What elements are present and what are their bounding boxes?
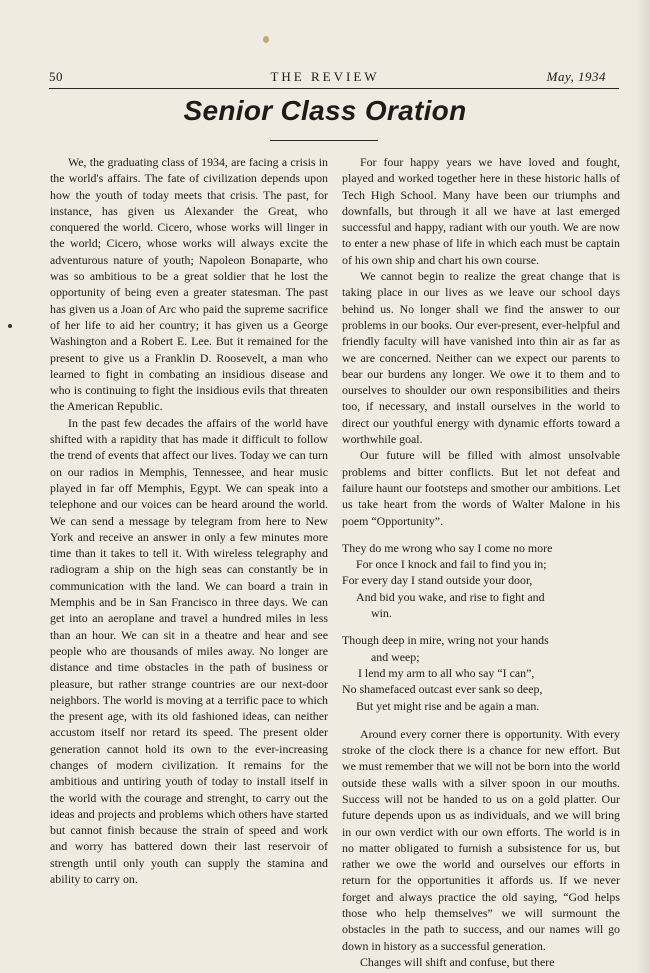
poem-line: No shamefaced outcast ever sank so deep, — [342, 682, 543, 697]
article-title: Senior Class Oration — [183, 95, 467, 126]
poem-line: They do me wrong who say I come no more — [342, 540, 553, 555]
left-column — [50, 154, 328, 887]
paper-stain — [263, 36, 269, 43]
right-column — [342, 154, 620, 970]
binding-shadow — [636, 0, 650, 973]
paragraph: Changes will shift and confuse, but there — [360, 954, 555, 969]
magazine-name: THE REVIEW — [270, 69, 380, 84]
poem-quote — [342, 540, 620, 714]
issue-date: May, 1934 — [546, 69, 606, 84]
title-rule — [270, 140, 378, 141]
paragraph: In the past few decades the affairs of the world have shifted with a rapidity that has made it difficult to follow the trend of events that affect our lives. Today we can turn on our radios in Memphis, Tennessee, and hear music played in far off Memphis, Egypt. We can speak into a telephone and our voices can be heard around the world. We can send a message by telegram from here to New York and receive an answer in only a few minutes more time than it takes to tell it. With wireless telegraphy and radiogram a ship on the high seas can constantly be in communication with the land. We can board a train in Memphis and be in San Francisco in three days. We can get into an aeroplane and travel a hundred miles in less than an hour. We can sit in a theatre and hear and see people who are thousands of miles away. No longer are distance and time obstacles in the path of business or pleasure, but rather strange countries are our next-door neighbors. The world is moving at a terrific pace to which the present age, with its old fashioned ideas, can neither accustom itself nor retard its speed. The present older generation cannot hold its own to the ever-increasing changes of modern civilization. It remains for the ambitious and untiring youth of today to install itself in the world with the courage and strenght, to carry out the ideas and projects and problems which others have started but cannot finish because the strain of speed and work and worry has battered down their last reservoir of strength until only youth can supply the stamina and ability to carry on. — [50, 415, 328, 887]
paragraph: For four happy years we have loved and fought, played and worked together here in these historic halls of Tech High School. Many have been our triumphs and downfalls, but through it all we have at last emerged successful and happy, radiant with our youth. We are now to enter a new phase of life in which each must be captain of his own ship and chart his own course. — [342, 155, 620, 267]
paragraph: We cannot begin to realize the great change that is taking place in our lives as we leave our school days behind us. No longer shall we find the answer to our problems in our books. Our ever-present, ever-helpful and friendly faculty will have vanished into thin air as far as we are concerned. Neither can we expect our parents to bear our burdens any longer. We owe it to them and to ourselves to shoulder our own responsibilities and theirs too, if necessary, and install ourselves in the world to direct our youthful energy with dynamic efforts toward a worthwhile goal. — [342, 269, 620, 447]
poem-line: For every day I stand outside your door, — [342, 573, 533, 588]
paragraph: Around every corner there is opportunity. With every stroke of the clock there is a chance for new effort. But we must remember that we will not be born into the world outside these walls with a silver spoon in our mouths. Success will not be handed to us on a gold platter. Our future depends upon us as individuals, and we will bring in our own verdict with our own efforts. The world is in no matter obligated to furnish a subsistence for us, but rather we owe the world and ourselves our efforts in return for the opportunities it affords us. If we never forget and always practice the old saying, “God helps those who help themselves” we will surmount the obstacles in the path to success, and our names will go down in history as a successful generation. — [342, 726, 620, 953]
margin-mark — [8, 324, 12, 328]
running-header — [0, 69, 650, 87]
page-number: 50 — [49, 69, 63, 84]
poem-line: I lend my arm to all who say “I can”, — [358, 665, 535, 680]
poem-stanza — [342, 632, 620, 713]
header-rule — [49, 88, 619, 89]
paragraph: Our future will be filled with almost unsolvable problems and bitter conflicts. But let not defeat and failure haunt our footsteps and smother our ambitions. Let us take heart from the words of Walter Malone in his poem “Opportunity”. — [342, 448, 620, 528]
poem-line: But yet might rise and be again a man. — [356, 698, 540, 713]
poem-line: win. — [371, 606, 392, 621]
poem-line: For once I knock and fail to find you in; — [356, 557, 547, 572]
poem-stanza — [342, 540, 620, 621]
poem-line: Though deep in mire, wring not your hands — [342, 633, 549, 648]
paragraph: We, the graduating class of 1934, are facing a crisis in the world's affairs. The fate of civilization depends upon how the youth of today meets that crisis. The past, for instance, has given us Alexander the Great, who conquered the world. Cicero, whose works will linger in the world; Cicero, whose works will always excite the adventurous nature of youth; Napoleon Bonaparte, who was so ambitious to be a great soldier that he lost the opportunity of being even a greater statesman. The past has given us a Joan of Arc who paid the supreme sacrifice of her life to aid her country; it has given us a George Washington and a Robert E. Lee. But it remained for the present to give us a Franklin D. Roosevelt, a man who learned to fight in combating an insidious disease and who is continuing to fight the insidious evils that threaten the American Republic. — [50, 155, 328, 414]
poem-line: And bid you wake, and rise to fight and — [356, 589, 545, 604]
poem-line: and weep; — [371, 649, 420, 664]
